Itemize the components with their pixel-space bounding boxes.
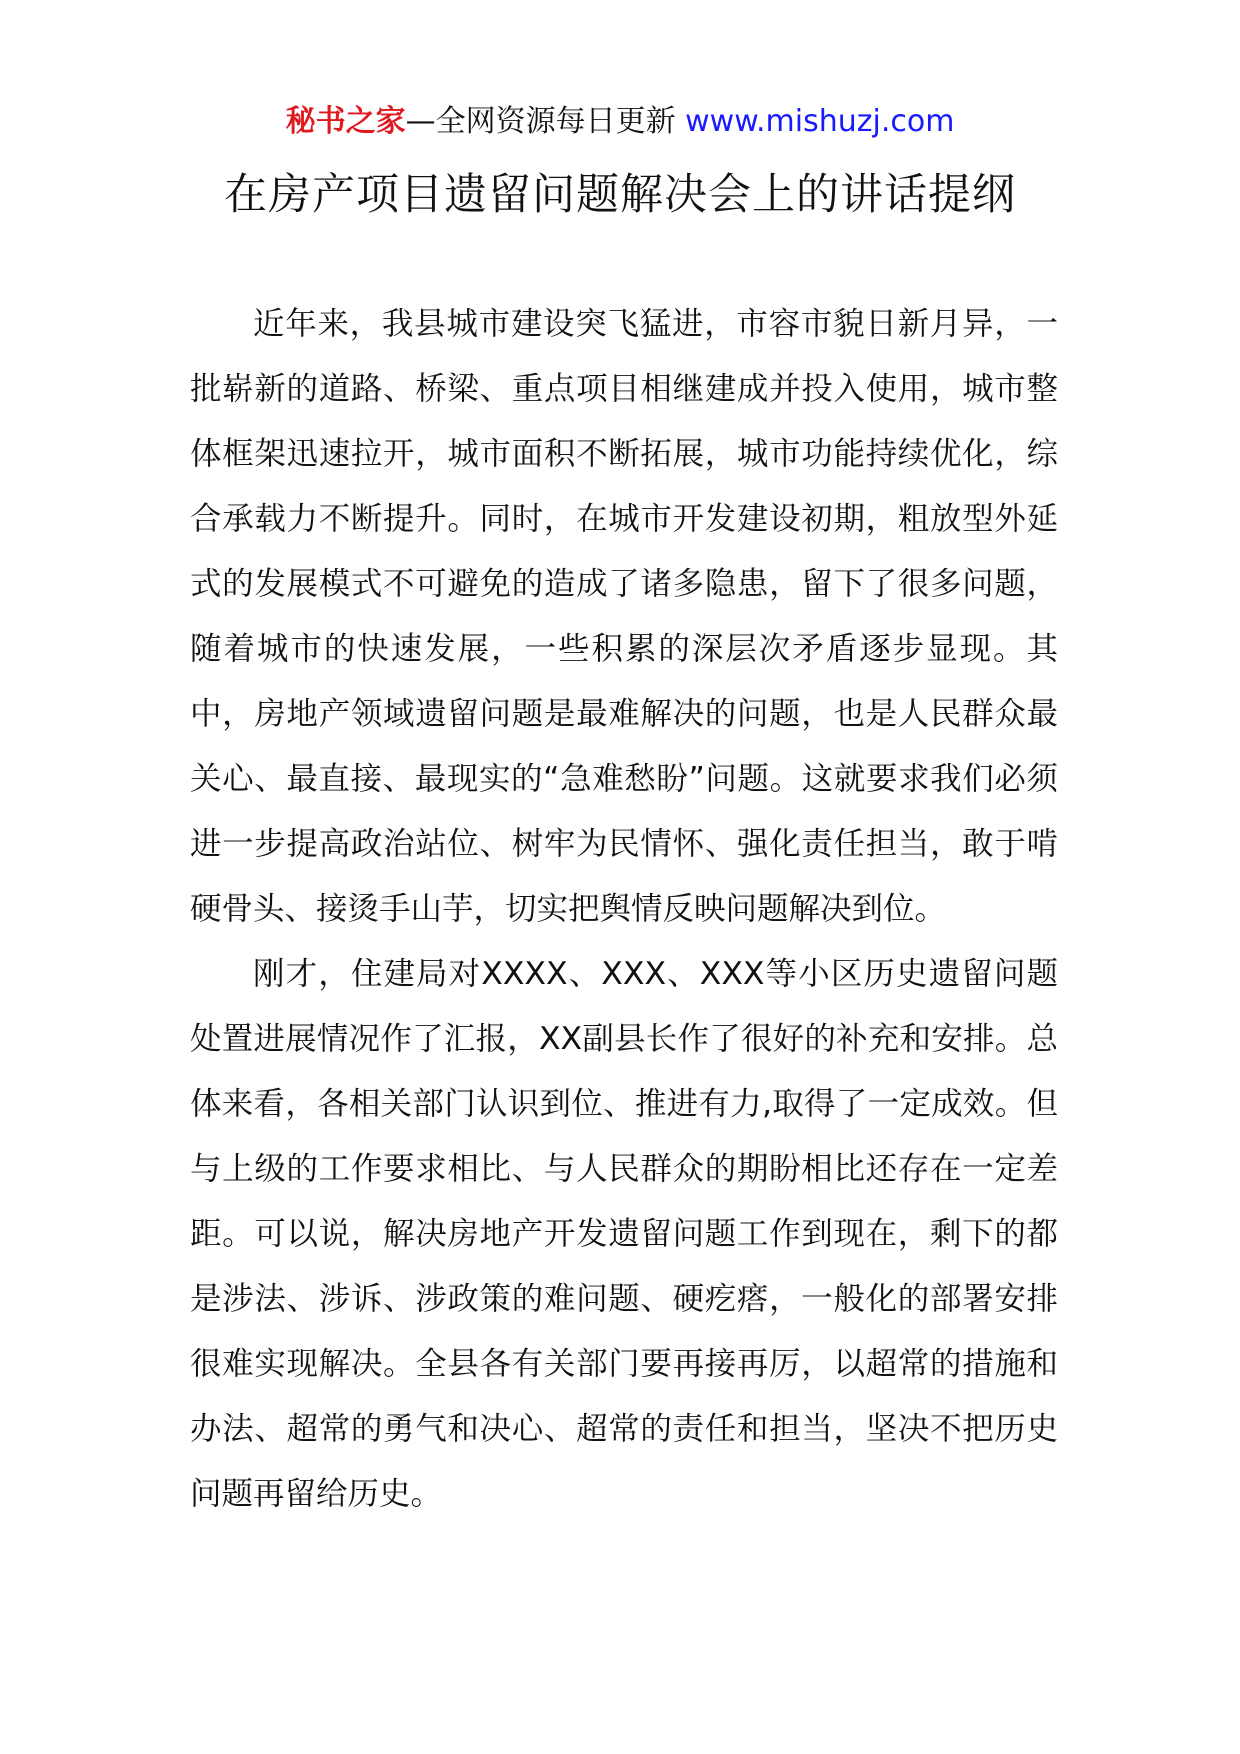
document-title: 在房产项目遗留问题解决会上的讲话提纲 [224,170,1016,220]
paragraph-2: 刚才，住建局对XXXX、XXX、XXX等小区历史遗留问题处置进展情况作了汇报，XX副县长作了很好的补充和安排。总体来看，各相关部门认识到位、推进有力,取得了一定成效。但与上级的工作要求相比、与人民群众的期盼相比还存在一定差距。可以说，解决房地产开发遗留问题工作到现在，剩下的都是涉法、涉诉、涉政策的难问题、硬疙瘩，一般化的部署安排很难实现解决。全县各有关部门要再接再厉，以超常的措施和办法、超常的勇气和决心、超常的责任和担当，坚决不把历史问题再留给历史。 [190,956,1058,1512]
site-header [0,100,1240,144]
site-url-link[interactable]: www.mishuzj.com [685,104,955,139]
brand-name: 秘书之家 [285,104,406,139]
document-body [190,292,1058,1527]
header-slogan: —全网资源每日更新 [405,104,686,139]
paragraph-1: 近年来，我县城市建设突飞猛进，市容市貌日新月异，一批崭新的道路、桥梁、重点项目相继建成并投入使用，城市整体框架迅速拉开，城市面积不断拓展，城市功能持续优化，综合承载力不断提升。同时，在城市开发建设初期，粗放型外延式的发展模式不可避免的造成了诸多隐患，留下了很多问题，随着城市的快速发展，一些积累的深层次矛盾逐步显现。其中，房地产领域遗留问题是最难解决的问题，也是人民群众最关心、最直接、最现实的“急难愁盼”问题。这就要求我们必须进一步提高政治站位、树牢为民情怀、强化责任担当，敢于啃硬骨头、接烫手山芋，切实把舆情反映问题解决到位。 [190,306,1058,927]
